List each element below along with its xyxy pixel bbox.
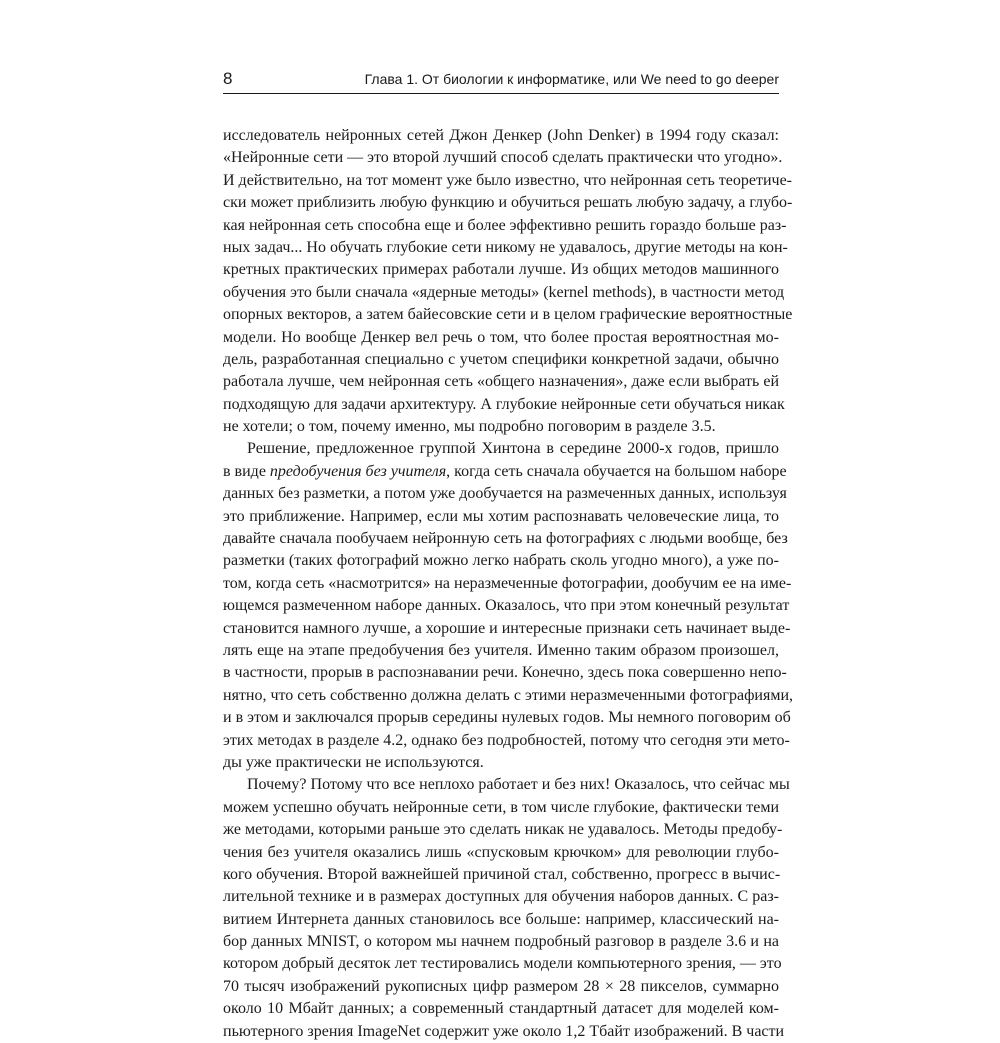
page-number: 8 [223,69,233,88]
text-line: этих методах в разделе 4.2, однако без подробностей, потому что сегодня эти мето- [223,731,790,749]
text-line: том, когда сеть «насмотрится» на неразмеченные фотографии, дообучим ее на име- [223,574,792,592]
text-line: нятно, что сеть собственно должна делать с этими неразмеченными фотографиями, [223,686,794,704]
text-line: кого обучения. Второй важнейшей причиной стал, собственно, прогресс в вычис- [223,865,781,883]
text-line: в виде предобучения без учителя, когда сеть сначала обучается на большом наборе [223,462,787,480]
text-line: разметки (таких фотографий можно легко набрать сколь угодно много), а уже по- [223,552,779,570]
text-line: ющемся размеченном наборе данных. Оказалось, что при этом конечный результат [223,597,790,615]
text-line: можем успешно обучать нейронные сети, в том числе глубокие, фактически теми [223,798,779,816]
text-line: давайте сначала пообучаем нейронную сеть на фотографиях с людьми вообще, без [223,530,788,548]
paragraph [223,125,793,438]
header-rule [223,93,779,94]
text-line: лительной технике и в размерах доступных для обучения наборов данных. С раз- [223,888,779,906]
text-line: ных задач... Но обучать глубокие сети никому не удавалось, другие методы на кон- [223,238,788,256]
text-line: это приближение. Например, если мы хотим распознавать человеческие лица, то [223,507,779,525]
text-line: подходящую для задачи архитектуру. А глубокие нейронные сети обучаться никак [223,395,785,413]
text-line: в частности, прорыв в распознавании речи. Конечно, здесь пока совершенно непо- [223,664,787,682]
text-line: пьютерного зрения ImageNet содержит уже около 1,2 Тбайт изображений. В части [223,1022,785,1040]
text-line: становится намного лучше, а хорошие и интересные признаки сеть начинает выде- [223,619,791,637]
text-line: «Нейронные сети — это второй лучший способ сделать практически что угодно». [223,149,783,167]
text-line: не хотели; о том, почему именно, мы подробно поговорим в разделе 3.5. [223,418,716,436]
text-line: модели. Но вообще Денкер вел речь о том, что более простая вероятностная мо- [223,328,779,346]
text-line: Почему? Потому что все неплохо работает и без них! Оказалось, что сейчас мы [247,776,790,794]
emphasis-term: предобучения без учителя [269,462,447,480]
text-line: обучения это были сначала «ядерные методы» (kernel methods), в частности метод [223,283,785,301]
text-line: ды уже практически не используются. [223,753,484,771]
text-line: около 10 Мбайт данных; а современный стандартный датасет для моделей ком- [223,1000,779,1018]
paragraph [223,774,790,1043]
page-header [223,68,779,98]
text-line: витием Интернета данных становилось все больше: например, классический на- [223,910,779,928]
text-line: кретных практических примерах работали лучше. Из общих методов машинного [223,261,779,279]
text-line: ски может приблизить любую функцию и обучиться решать любую задачу, а глубо- [223,194,793,212]
body-text [223,125,794,1043]
text-line: И действительно, на тот момент уже было известно, что нейронная сеть теоретиче- [223,171,792,189]
text-line: опорных векторов, а затем байесовские сети и в целом графические вероятностные [223,306,793,324]
text-line: кая нейронная сеть способна еще и более эффективно решить гораздо больше раз- [223,216,787,234]
text-line: Решение, предложенное группой Хинтона в середине 2000-х годов, пришло [247,440,779,458]
text-line: дель, разработанная специально с учетом специфики конкретной задачи, обычно [223,350,779,368]
text-line: чения без учителя оказались лишь «спусковым крючком» для революции глубо- [223,843,779,861]
running-head: Глава 1. От биологии к информатике, или We need to go deeper [364,71,779,87]
text-line: же методами, которыми раньше это сделать никак не удавалось. Методы предобу- [223,821,783,839]
paragraph [223,438,794,774]
text-line: котором добрый десяток лет тестировались модели компьютерного зрения, — это [223,955,782,973]
text-line: данных без разметки, а потом уже дообучается на размеченных данных, используя [223,485,787,503]
text-line: лять еще на этапе предобучения без учителя. Именно таким образом произошел, [223,641,779,659]
text-line: и в этом и заключался прорыв середины нулевых годов. Мы немного поговорим об [223,709,791,727]
text-line: 70 тысяч изображений рукописных цифр размером 28 × 28 пикселов, суммарно [223,977,779,995]
text-line: бор данных MNIST, о котором мы начнем подробный разговор в разделе 3.6 и на [223,933,779,951]
text-line: исследователь нейронных сетей Джон Денкер (John Denker) в 1994 году сказал: [223,127,779,144]
text-line: работала лучше, чем нейронная сеть «общего назначения», даже если выбрать ей [223,373,779,391]
